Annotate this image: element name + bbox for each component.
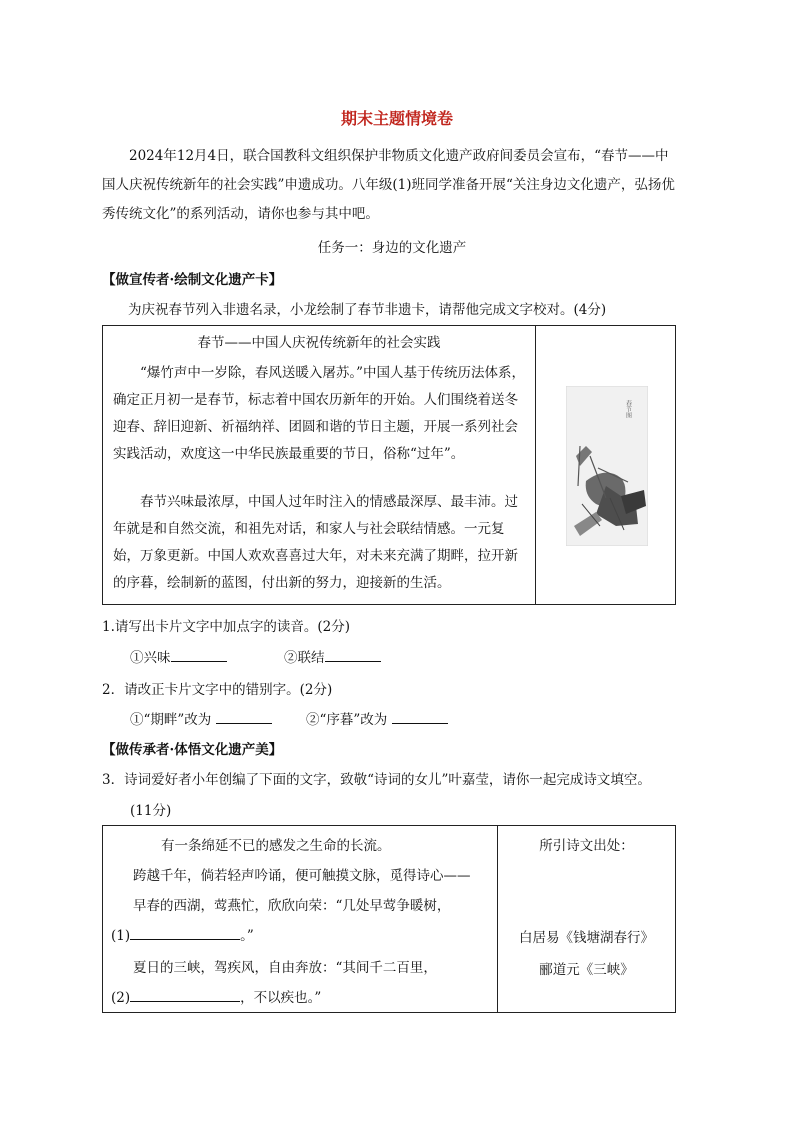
question-1-stem: 1.请写出卡片文字中加点字的读音。(2分) bbox=[102, 619, 351, 635]
painting-inscription: 春节图 bbox=[624, 400, 632, 418]
heritage-card bbox=[102, 325, 676, 605]
question-2-blank-a bbox=[130, 708, 272, 728]
poem-text-cell bbox=[103, 826, 498, 1012]
ink-painting-image bbox=[566, 386, 648, 546]
card-text-cell bbox=[103, 326, 536, 604]
poem-source-cell bbox=[498, 826, 675, 1012]
q1-b-answer-line[interactable] bbox=[325, 647, 381, 662]
blank-1-number: (1) bbox=[111, 928, 131, 944]
question-2-stem: 2．请改正卡片文字中的错别字。(2分) bbox=[102, 682, 333, 698]
q1-a-label: ①兴味 bbox=[130, 650, 171, 666]
poem-line-5: 夏日的三峡，驾疾风，自由奔放：“其间千二百里， bbox=[133, 960, 437, 976]
question-1-blank-a bbox=[130, 646, 227, 666]
question-1-blank-b bbox=[284, 646, 381, 666]
source-heading: 所引诗文出处： bbox=[539, 838, 634, 854]
section2-heading: 【做传承者·体悟文化遗产美】 bbox=[102, 742, 283, 758]
q2-b-label: ②“序暮”改为 bbox=[306, 712, 388, 728]
poem-line-4-end: 。” bbox=[240, 928, 254, 944]
question-2-blank-b bbox=[306, 708, 448, 728]
poem-line-1: 有一条绵延不已的感发之生命的长流。 bbox=[161, 838, 391, 854]
section1-instruction: 为庆祝春节列入非遗名录，小龙绘制了春节非遗卡，请帮他完成文字校对。(4分) bbox=[128, 302, 607, 318]
poem-line-4 bbox=[111, 924, 254, 944]
section1-heading: 【做宣传者·绘制文化遗产卡】 bbox=[102, 272, 283, 288]
card-title: 春节——中国人庆祝传统新年的社会实践 bbox=[197, 335, 441, 351]
source-1: 白居易《钱塘湖春行》 bbox=[519, 930, 654, 946]
q2-b-answer-line[interactable] bbox=[392, 709, 448, 724]
poem-blank-2[interactable] bbox=[130, 987, 240, 1002]
card-image-cell bbox=[536, 326, 675, 604]
q1-a-answer-line[interactable] bbox=[171, 647, 227, 662]
question-3-stem: 3．诗词爱好者小年创编了下面的文字，致敬“诗词的女儿”叶嘉莹，请你一起完成诗文填空。 bbox=[102, 772, 651, 788]
poem-table bbox=[102, 825, 676, 1013]
q2-a-answer-line[interactable] bbox=[216, 709, 272, 724]
poem-blank-1[interactable] bbox=[130, 925, 240, 940]
exam-title: 期末主题情境卷 bbox=[340, 109, 453, 128]
poem-line-6 bbox=[111, 986, 321, 1006]
card-paragraph-2: 春节兴味最浓厚，中国人过年时注入的情感最深厚、最丰沛。过年就是和自然交流，和祖先对话，和家人与社会联结情感。一元复始，万象更新。中国人欢欢喜喜过大年，对未来充满了期畔，拉开新的序暮，绘制新的蓝图，付出新的努力，迎接新的生活。 bbox=[113, 494, 518, 591]
intro-paragraph: 2024年12月4日，联合国教科文组织保护非物质文化遗产政府间委员会宣布，“春节——中国人庆祝传统新年的社会实践”申遗成功。八年级(1)班同学准备开展“关注身边文化遗产，弘扬优秀传统文化”的系列活动，请你也参与其中吧。 bbox=[102, 148, 675, 222]
q1-b-label: ②联结 bbox=[284, 650, 325, 666]
poem-line-3: 早春的西湖，莺燕忙，欣欣向荣：“几处早莺争暖树， bbox=[133, 898, 451, 914]
question-3-score: (11分) bbox=[130, 803, 172, 819]
q2-a-label: ①“期畔”改为 bbox=[130, 712, 212, 728]
source-2: 郦道元《三峡》 bbox=[539, 962, 634, 978]
card-paragraph-1: “爆竹声中一岁除，春风送暖入屠苏。”中国人基于传统历法体系，确定正月初一是春节，标志着中国农历新年的开始。人们围绕着送冬迎春、辞旧迎新、祈福纳祥、团圆和谐的节日主题，开展一系列社会实践活动，欢度这一中华民族最重要的节日，俗称“过年”。 bbox=[113, 365, 526, 462]
task-heading: 任务一：身边的文化遗产 bbox=[317, 240, 467, 256]
poem-line-2: 跨越千年，倘若轻声吟诵，便可触摸文脉，觅得诗心—— bbox=[133, 868, 471, 884]
poem-line-6-end: ，不以疾也。” bbox=[240, 990, 322, 1006]
blank-2-number: (2) bbox=[111, 990, 131, 1006]
